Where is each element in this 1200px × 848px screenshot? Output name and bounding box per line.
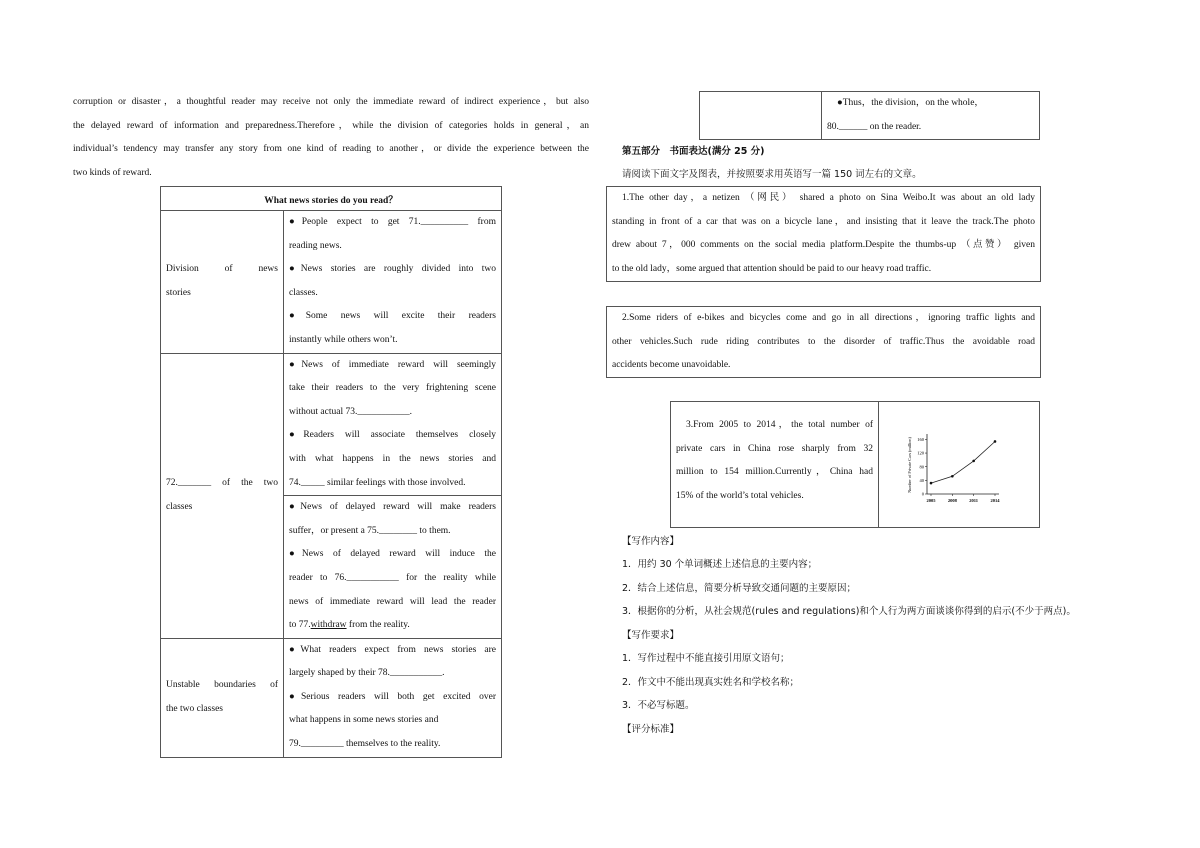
y-tick-label: 80 (919, 464, 924, 470)
passage-line: the delayed reward of information and preparedness.Therefore，while the division of categories holds in general，an (73, 120, 589, 131)
y-tick-label: 160 (917, 437, 924, 443)
section-heading: 第五部分 书面表达(满分 25 分) (622, 146, 765, 157)
requirement-header: 【写作要求】 (622, 630, 680, 641)
y-tick-label: 0 (921, 491, 924, 497)
x-tick-label: 2008 (947, 498, 957, 503)
car-growth-chart (879, 402, 1039, 527)
section-content: ●What readers expect from news stories are largely shaped by their 78.___________. ●Serious readers will both get excited over what happens in some news stories and 79._________ themselves to the reality. (284, 638, 502, 757)
x-tick-label: 2011 (969, 498, 979, 503)
reading-table (160, 186, 502, 758)
info-box-1: 1.The other day，a netizen （网民） shared a photo on Sina Weibo.It was about an old lady standing in front of a car that was on a bicycle lane，and insisting that it leave the track.The photo drew about 7，000 comments on the social media platform.Despite the thumbs-up （点赞） given to the old lady，some argued that attention should be paid to our heavy road traffic. (606, 186, 1041, 282)
section-label: 72._______ of the two classes (161, 353, 284, 638)
section-content: ●News of immediate reward will seemingly take their readers to the very frightening scene without actual 73.___________. ●Readers will associate themselves closely with what happens in the news stories and 74._____ similar feelings with those involved. (284, 353, 502, 496)
continued-cell: ●Thus，the division，on the whole， 80.______ on the reader. (822, 92, 1040, 140)
data-point (972, 460, 975, 463)
continued-table (699, 91, 1040, 140)
series-line (931, 442, 995, 484)
requirement-item-3: 3．不必写标题。 (622, 700, 695, 711)
y-tick-label: 120 (917, 450, 924, 456)
passage-line: two kinds of reward. (73, 167, 152, 178)
box3-text: 3.From 2005 to 2014，the total number of private cars in China rose sharply from 32 million to 154 million.Currently，China had 15% of the world’s total vehicles. (671, 402, 879, 527)
table-title: What news stories do you read？ (161, 187, 502, 211)
section-content: ●News of delayed reward will make readers suffer，or present a 75.________ to them. ●News of delayed reward will induce the reader to 76.___________ for the reality while news of immediate reward will lead the reader to 77.withdraw from the reality. (284, 496, 502, 639)
content-item-2: 2．结合上述信息，简要分析导致交通问题的主要原因； (622, 583, 857, 594)
data-point (930, 482, 933, 485)
content-item-3: 3．根据你的分析，从社会规范(rules and regulations)和个人行为两方面谈谈你得到的启示(不少于两点)。 (622, 606, 1076, 617)
passage-text (73, 91, 589, 185)
requirement-item-2: 2．作文中不能出现真实姓名和学校名称； (622, 677, 800, 688)
section-label: Unstable boundaries of the two classes (161, 638, 284, 757)
empty-cell (700, 92, 822, 140)
info-box-2: 2.Some riders of e-bikes and bicycles come and go in all directions，ignoring traffic lights and other vehicles.Such rude riding contributes to the disorder of traffic.Thus the avoidable road accidents become unavoidable. (606, 306, 1041, 378)
passage-line: individual’s tendency may transfer any story from one kind of reading to another，or divide the experience between the (73, 144, 589, 154)
scoring-header: 【评分标准】 (622, 724, 680, 735)
section-content: ●People expect to get 71.__________ from reading news. ●News stories are roughly divided into two classes. ●Some news will excite their readers instantly while others won’t. (284, 211, 502, 354)
x-tick-label: 2005 (926, 498, 936, 503)
data-point (951, 475, 954, 478)
content-item-1: 1．用约 30 个单词概述上述信息的主要内容； (622, 559, 818, 570)
y-axis-label: Number of Private Cars (million) (907, 437, 912, 493)
requirement-item-1: 1．写作过程中不能直接引用原文语句； (622, 653, 790, 664)
instruction-text: 请阅读下面文字及图表，并按照要求用英语写一篇 150 词左右的文章。 (622, 169, 922, 180)
content-header: 【写作内容】 (622, 536, 680, 547)
data-point (994, 440, 997, 443)
section-label: Division of news stories (161, 211, 284, 354)
passage-line: corruption or disaster，a thoughtful reader may receive not only the immediate reward of indirect experience，but also (73, 97, 589, 107)
info-box-3 (670, 401, 1040, 528)
y-tick-label: 40 (919, 477, 924, 483)
x-tick-label: 2014 (990, 498, 1000, 503)
